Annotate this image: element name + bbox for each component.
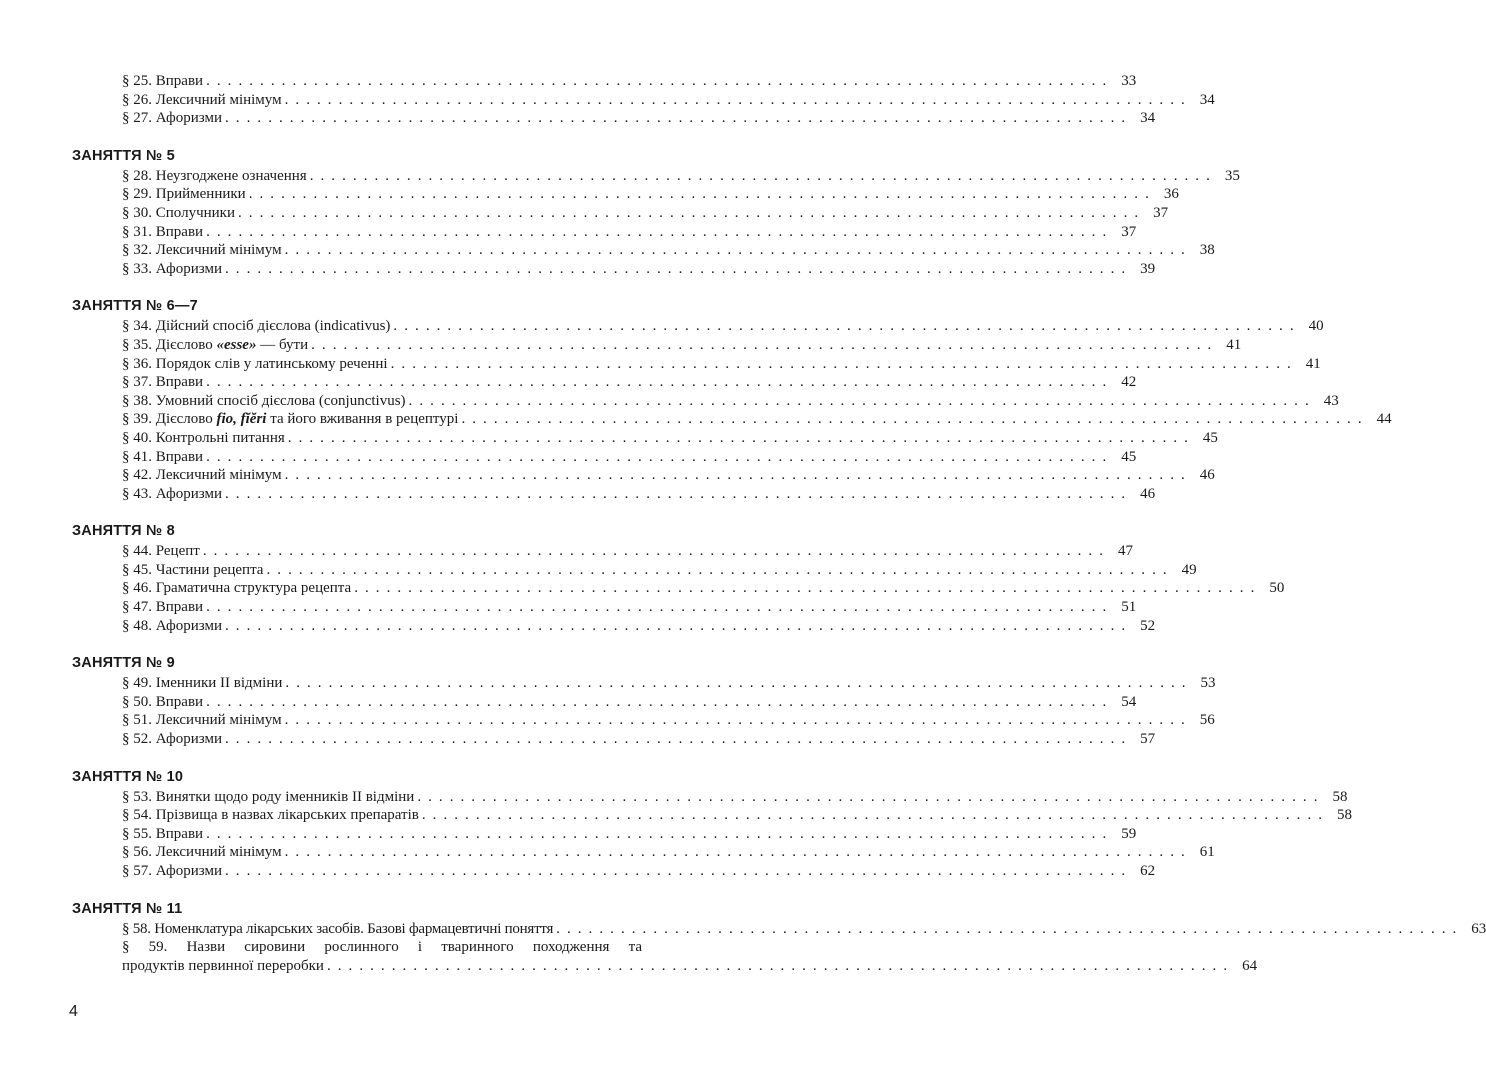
section-heading: ЗАНЯТТЯ № 8 [72,523,175,540]
dot-leader [282,711,1185,730]
toc-entry-title-prefix: § 39. Дієслово [122,411,217,428]
toc-entry-title: § 46. Граматична структура рецепта [122,580,352,597]
dot-leader [282,466,1185,485]
toc-entry-page: 62 [1140,863,1156,879]
toc-entry[interactable] [72,429,1218,448]
dot-leader [553,920,1456,939]
section-heading: ЗАНЯТТЯ № 9 [72,655,175,672]
dot-leader [419,806,1322,825]
toc-entry-title: § 56. Лексичний мінімум [122,844,282,861]
toc-entry[interactable] [72,825,1137,844]
toc-entry-page: 56 [1199,712,1215,729]
toc-entry[interactable] [72,920,1486,939]
toc-entry[interactable] [72,260,1156,279]
toc-entry-page: 64 [1242,957,1258,974]
toc-section-lesson-8 [72,520,1285,635]
toc-entry-page: 35 [1224,167,1240,184]
toc-entry[interactable] [72,223,1137,242]
toc-entry-title: § 54. Прізвища в назвах лікарських препаратів [122,807,419,824]
toc-entry-page: 33 [1121,73,1137,89]
dot-leader [282,91,1185,110]
toc-entry-title: § 50. Вправи [122,693,204,710]
toc-entry-title: § 58. Номенклатура лікарських засобів. Базові фармацевтичні поняття [122,920,554,937]
toc-entry[interactable] [72,674,1216,693]
toc-entry-page: 51 [1121,599,1137,616]
toc-entry[interactable] [72,204,1169,223]
toc-entry[interactable] [72,579,1285,598]
toc-entry-title: § 28. Неузгоджене означення [122,167,307,184]
dot-leader [282,843,1185,862]
toc-entry[interactable] [72,843,1215,862]
dot-leader [282,241,1185,260]
dot-leader [222,485,1125,504]
dot-leader [203,448,1106,467]
section-heading: ЗАНЯТТЯ № 5 [72,147,175,164]
toc-section-lesson-6-7 [72,295,1392,503]
toc-entry-title-suffix: — бути [256,336,309,353]
toc-entry-page: 50 [1269,580,1285,597]
toc-entry[interactable] [72,485,1156,504]
section-heading: ЗАНЯТТЯ № 11 [72,900,183,917]
toc-entry[interactable] [72,561,1197,580]
toc-entry[interactable] [72,617,1156,636]
table-of-contents [72,72,1486,992]
dot-leader [324,957,1227,976]
toc-entry-page: 41 [1305,355,1321,372]
toc-entry-title: § 47. Вправи [122,599,204,616]
toc-entry-page: 52 [1140,617,1156,634]
toc-entry-title [122,410,458,429]
toc-entry-title: § 29. Прийменники [122,186,246,203]
toc-continuation [72,72,1215,128]
toc-entry-title [122,336,308,355]
toc-entry-page: 34 [1199,91,1215,108]
toc-entry-title: § 51. Лексичний мінімум [122,712,282,729]
toc-entry-page: 46 [1199,467,1215,484]
toc-entry[interactable] [72,336,1242,355]
toc-entry-title: § 32. Лексичний мінімум [122,242,282,259]
toc-entry[interactable] [72,392,1339,411]
toc-entry-page: 37 [1121,223,1137,240]
dot-leader [235,204,1138,223]
toc-entry-page: 42 [1121,374,1137,391]
toc-entry-title-suffix: та його вживання в рецептурі [266,411,459,428]
toc-entry-title: § 44. Рецепт [122,543,200,560]
dot-leader [458,410,1361,429]
toc-entry[interactable] [72,410,1392,429]
toc-entry-title: § 34. Дійсний спосіб дієслова (indicativus) [122,318,391,335]
toc-entry-page: 54 [1121,693,1137,710]
toc-entry-page: 34 [1140,110,1156,127]
toc-entry-title: § 45. Частини рецепта [122,561,264,578]
dot-leader [263,561,1166,580]
toc-entry[interactable] [72,167,1240,186]
toc-entry-title: § 42. Лексичний мінімум [122,467,282,484]
toc-entry-title: § 31. Вправи [122,223,204,240]
toc-entry-page: 58 [1337,807,1353,824]
toc-entry[interactable] [72,730,1156,749]
toc-entry-title: § 27. Афоризми [122,110,222,127]
toc-section-lesson-5 [72,145,1240,279]
dot-leader [351,579,1254,598]
toc-entry-title: § 52. Афоризми [122,731,222,748]
toc-entry[interactable] [72,806,1353,825]
dot-leader [203,373,1106,392]
toc-entry[interactable] [72,109,1156,128]
dot-leader [203,825,1106,844]
toc-section-lesson-9 [72,652,1216,748]
toc-entry-title: § 37. Вправи [122,374,204,391]
dot-leader [203,72,1106,91]
toc-entry-title: § 57. Афоризми [122,863,222,879]
dot-leader [222,617,1125,636]
toc-entry[interactable] [72,373,1137,392]
toc-entry-title: § 25. Вправи [122,73,204,89]
dot-leader [307,167,1210,186]
toc-entry-title-emphasis: fio, fĭĕri [216,411,267,428]
page-number: 4 [69,1003,78,1020]
toc-entry-title: § 41. Вправи [122,448,204,465]
toc-entry[interactable] [72,466,1215,485]
dot-leader [200,542,1103,561]
toc-entry-page: 41 [1226,336,1242,353]
toc-entry[interactable] [72,185,1179,204]
toc-entry-page: 63 [1471,920,1486,937]
toc-entry[interactable] [72,448,1137,467]
toc-entry[interactable] [72,598,1137,617]
toc-entry-title-emphasis: «esse» [216,336,257,353]
toc-entry-page: 59 [1121,825,1137,842]
toc-entry[interactable] [72,355,1321,374]
toc-entry[interactable] [72,862,1156,881]
toc-entry[interactable] [72,788,1348,807]
dot-leader [282,674,1185,693]
toc-entry-page: 47 [1117,543,1133,560]
dot-leader [222,109,1125,128]
toc-entry[interactable] [72,91,1215,110]
toc-entry-page: 45 [1202,429,1218,446]
toc-entry-page: 45 [1121,448,1137,465]
toc-entry-page: 46 [1140,485,1156,502]
toc-entry-page: 44 [1376,411,1392,428]
toc-entry-title: § 33. Афоризми [122,260,222,277]
toc-section-lesson-10 [72,766,1353,881]
toc-entry[interactable] [72,711,1215,730]
toc-entry-title: § 48. Афоризми [122,617,222,634]
toc-entry-title: § 30. Сполучники [122,204,235,221]
toc-entry-page: 37 [1153,204,1169,221]
toc-entry-page: 38 [1199,242,1215,259]
toc-entry-title: § 40. Контрольні питання [122,429,285,446]
toc-entry-page: 58 [1332,788,1348,805]
toc-entry-page: 39 [1140,260,1156,277]
toc-entry[interactable] [72,72,1137,91]
dot-leader [414,788,1317,807]
dot-leader [203,598,1106,617]
dot-leader [406,392,1309,411]
toc-entry-page: 40 [1308,318,1324,335]
toc-entry-title-prefix: § 35. Дієслово [122,336,217,353]
dot-leader [222,260,1125,279]
toc-entry-page: 43 [1323,392,1339,409]
toc-entry[interactable] [72,542,1133,561]
toc-entry[interactable] [72,317,1324,336]
dot-leader [222,862,1125,881]
toc-entry-page: 49 [1181,561,1197,578]
dot-leader [388,355,1291,374]
dot-leader [222,730,1125,749]
dot-leader [285,429,1188,448]
section-heading: ЗАНЯТТЯ № 6—7 [72,298,198,315]
toc-section-lesson-11 [72,898,1486,976]
toc-entry-title: § 53. Винятки щодо роду іменників II відміни [122,788,415,805]
dot-leader [203,223,1106,242]
toc-entry-title: § 26. Лексичний мінімум [122,91,282,108]
toc-entry-title: § 36. Порядок слів у латинському реченні [122,355,388,372]
dot-leader [390,317,1293,336]
toc-entry-title: § 49. Іменники II відміни [122,675,283,692]
toc-entry-page: 53 [1200,675,1216,692]
toc-entry-title: § 55. Вправи [122,825,204,842]
dot-leader [308,336,1211,355]
section-heading: ЗАНЯТТЯ № 10 [72,768,184,785]
toc-entry[interactable] [72,241,1215,260]
toc-entry-line2 [72,957,1258,976]
toc-entry[interactable] [72,693,1137,712]
toc-entry-title-line2: продуктів первинної переробки [122,957,324,974]
toc-entry-page: 61 [1199,844,1215,861]
toc-entry[interactable] [72,938,1258,975]
toc-entry-page: 36 [1163,186,1179,203]
toc-entry-title: § 43. Афоризми [122,485,222,502]
toc-entry-title: § 38. Умовний спосіб дієслова (conjunctivus) [122,392,406,409]
dot-leader [203,693,1106,712]
toc-entry-title-line1: § 59. Назви сировини рослинного і тваринного походження та [122,939,642,956]
dot-leader [246,185,1149,204]
toc-entry-page: 57 [1140,731,1156,748]
